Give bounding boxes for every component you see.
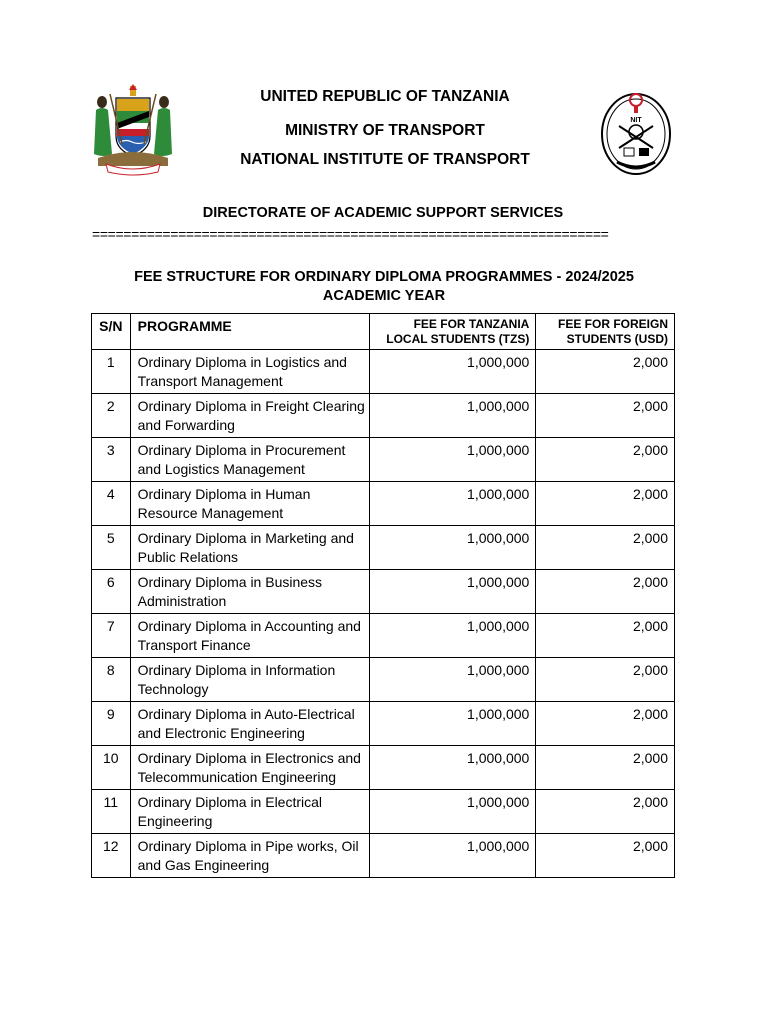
cell-programme: Ordinary Diploma in Freight Clearing and Forwarding <box>130 394 370 438</box>
cell-sn: 9 <box>92 702 131 746</box>
table-row <box>92 570 675 614</box>
separator-line: ================================================================== <box>92 226 609 242</box>
table-row <box>92 834 675 878</box>
table-row <box>92 482 675 526</box>
cell-programme: Ordinary Diploma in Human Resource Management <box>130 482 370 526</box>
header-country: UNITED REPUBLIC OF TANZANIA <box>260 88 510 105</box>
cell-local-fee: 1,000,000 <box>370 790 536 834</box>
cell-sn: 10 <box>92 746 131 790</box>
cell-programme: Ordinary Diploma in Auto-Electrical and Electronic Engineering <box>130 702 370 746</box>
cell-sn: 6 <box>92 570 131 614</box>
cell-sn: 4 <box>92 482 131 526</box>
directorate-heading: DIRECTORATE OF ACADEMIC SUPPORT SERVICES <box>202 205 564 221</box>
cell-sn: 8 <box>92 658 131 702</box>
cell-foreign-fee: 2,000 <box>536 350 675 394</box>
tanzania-coat-of-arms-icon <box>90 84 176 176</box>
table-row <box>92 350 675 394</box>
col-header-foreign-fee: FEE FOR FOREIGN STUDENTS (USD) <box>536 314 675 350</box>
nit-logo-icon <box>597 86 675 178</box>
cell-local-fee: 1,000,000 <box>370 482 536 526</box>
table-row <box>92 438 675 482</box>
cell-sn: 1 <box>92 350 131 394</box>
cell-local-fee: 1,000,000 <box>370 350 536 394</box>
cell-local-fee: 1,000,000 <box>370 658 536 702</box>
table-row <box>92 614 675 658</box>
cell-programme: Ordinary Diploma in Logistics and Transport Management <box>130 350 370 394</box>
table-row <box>92 746 675 790</box>
cell-programme: Ordinary Diploma in Procurement and Logistics Management <box>130 438 370 482</box>
col-header-programme: PROGRAMME <box>130 314 370 350</box>
cell-programme: Ordinary Diploma in Accounting and Transport Finance <box>130 614 370 658</box>
cell-sn: 3 <box>92 438 131 482</box>
cell-programme: Ordinary Diploma in Electrical Engineering <box>130 790 370 834</box>
cell-foreign-fee: 2,000 <box>536 658 675 702</box>
cell-foreign-fee: 2,000 <box>536 394 675 438</box>
cell-local-fee: 1,000,000 <box>370 394 536 438</box>
cell-programme: Ordinary Diploma in Business Administration <box>130 570 370 614</box>
cell-foreign-fee: 2,000 <box>536 790 675 834</box>
table-row <box>92 526 675 570</box>
cell-sn: 11 <box>92 790 131 834</box>
cell-programme: Ordinary Diploma in Pipe works, Oil and Gas Engineering <box>130 834 370 878</box>
cell-local-fee: 1,000,000 <box>370 614 536 658</box>
table-header-row <box>92 314 675 350</box>
table-row <box>92 394 675 438</box>
svg-text:NIT: NIT <box>630 117 642 124</box>
cell-local-fee: 1,000,000 <box>370 746 536 790</box>
table-row <box>92 658 675 702</box>
table-row <box>92 702 675 746</box>
cell-local-fee: 1,000,000 <box>370 702 536 746</box>
cell-foreign-fee: 2,000 <box>536 570 675 614</box>
document-title: FEE STRUCTURE FOR ORDINARY DIPLOMA PROGRAMMES - 2024/2025 ACADEMIC YEAR <box>134 269 634 304</box>
header-ministry: MINISTRY OF TRANSPORT <box>285 122 485 139</box>
cell-programme: Ordinary Diploma in Marketing and Public Relations <box>130 526 370 570</box>
fee-table <box>91 313 675 878</box>
cell-foreign-fee: 2,000 <box>536 746 675 790</box>
table-row <box>92 790 675 834</box>
header-institute: NATIONAL INSTITUTE OF TRANSPORT <box>240 151 530 168</box>
cell-foreign-fee: 2,000 <box>536 526 675 570</box>
cell-foreign-fee: 2,000 <box>536 834 675 878</box>
cell-foreign-fee: 2,000 <box>536 702 675 746</box>
cell-foreign-fee: 2,000 <box>536 482 675 526</box>
cell-local-fee: 1,000,000 <box>370 438 536 482</box>
col-header-sn: S/N <box>92 314 131 350</box>
cell-programme: Ordinary Diploma in Information Technology <box>130 658 370 702</box>
cell-sn: 2 <box>92 394 131 438</box>
cell-foreign-fee: 2,000 <box>536 438 675 482</box>
cell-programme: Ordinary Diploma in Electronics and Telecommunication Engineering <box>130 746 370 790</box>
cell-local-fee: 1,000,000 <box>370 526 536 570</box>
cell-sn: 5 <box>92 526 131 570</box>
cell-sn: 7 <box>92 614 131 658</box>
cell-sn: 12 <box>92 834 131 878</box>
cell-foreign-fee: 2,000 <box>536 614 675 658</box>
cell-local-fee: 1,000,000 <box>370 570 536 614</box>
col-header-local-fee: FEE FOR TANZANIA LOCAL STUDENTS (TZS) <box>370 314 536 350</box>
cell-local-fee: 1,000,000 <box>370 834 536 878</box>
